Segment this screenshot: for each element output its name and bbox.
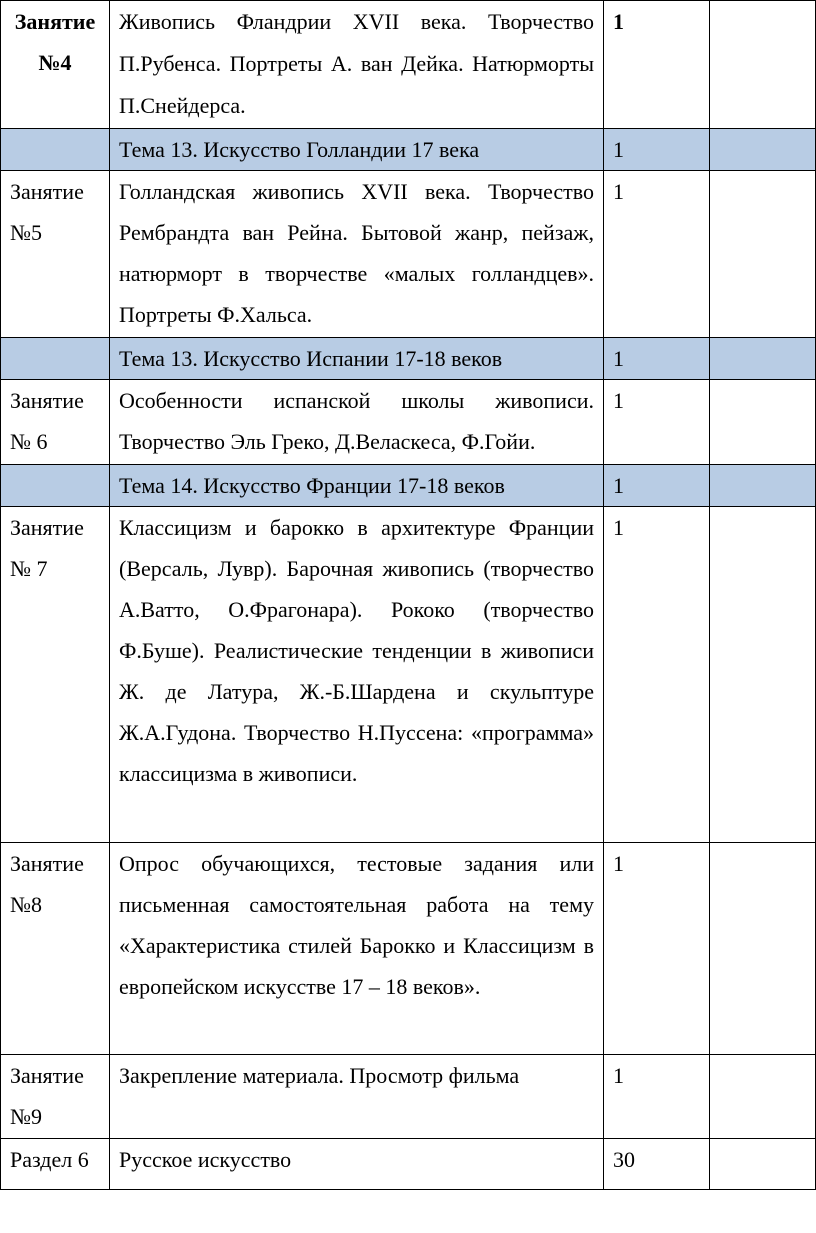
empty-cell xyxy=(710,380,816,465)
lesson-label: Занятие №9 xyxy=(1,1055,110,1139)
empty-cell xyxy=(710,171,816,338)
lesson-description: Голландская живопись XVII века. Творчество Рембрандта ван Рейна. Бытовой жанр, пейзаж, натюрморт в творчестве «малых голландцев». Портреты Ф.Хальса. xyxy=(110,171,604,338)
section-title: Русское искусство xyxy=(110,1139,604,1190)
topic-row xyxy=(1,465,816,507)
empty-cell xyxy=(710,465,816,507)
lesson-label: Занятие №4 xyxy=(1,1,110,129)
hours-cell: 1 xyxy=(604,380,710,465)
lesson-label: Занятие № 6 xyxy=(1,380,110,465)
lesson-row xyxy=(1,843,816,1055)
hours-cell: 1 xyxy=(604,129,710,171)
topic-title: Тема 13. Искусство Голландии 17 века xyxy=(110,129,604,171)
topic-title: Тема 13. Искусство Испании 17-18 веков xyxy=(110,338,604,380)
hours-cell: 1 xyxy=(604,1,710,129)
empty-cell xyxy=(710,1055,816,1139)
hours-cell: 1 xyxy=(604,465,710,507)
empty-cell xyxy=(710,507,816,843)
topic-title: Тема 14. Искусство Франции 17-18 веков xyxy=(110,465,604,507)
topic-label xyxy=(1,338,110,380)
lesson-row xyxy=(1,380,816,465)
hours-cell: 1 xyxy=(604,507,710,843)
lesson-row xyxy=(1,507,816,843)
hours-cell: 1 xyxy=(604,171,710,338)
topic-row xyxy=(1,129,816,171)
lesson-description: Особенности испанской школы живописи. Творчество Эль Греко, Д.Веласкеса, Ф.Гойи. xyxy=(110,380,604,465)
lesson-label: Занятие №5 xyxy=(1,171,110,338)
hours-cell: 1 xyxy=(604,338,710,380)
hours-cell: 30 xyxy=(604,1139,710,1190)
lesson-description: Закрепление материала. Просмотр фильма xyxy=(110,1055,604,1139)
empty-cell xyxy=(710,129,816,171)
section-row xyxy=(1,1139,816,1190)
topic-label xyxy=(1,465,110,507)
hours-cell: 1 xyxy=(604,843,710,1055)
section-label: Раздел 6 xyxy=(1,1139,110,1190)
lesson-description: Опрос обучающихся, тестовые задания или письменная самостоятельная работа на тему «Характеристика стилей Барокко и Классицизм в европейском искусстве 17 – 18 веков». xyxy=(110,843,604,1055)
empty-cell xyxy=(710,1139,816,1190)
topic-label xyxy=(1,129,110,171)
hours-cell: 1 xyxy=(604,1055,710,1139)
lesson-row xyxy=(1,1055,816,1139)
lesson-row xyxy=(1,1,816,129)
empty-cell xyxy=(710,338,816,380)
topic-row xyxy=(1,338,816,380)
empty-cell xyxy=(710,843,816,1055)
lesson-label: Занятие № 7 xyxy=(1,507,110,843)
lesson-label: Занятие №8 xyxy=(1,843,110,1055)
lesson-description: Классицизм и барокко в архитектуре Франции (Версаль, Лувр). Барочная живопись (творчество А.Ватто, О.Фрагонара). Рококо (творчество Ф.Буше). Реалистические тенденции в живописи Ж. де Латура, Ж.-Б.Шардена и скульптуре Ж.А.Гудона. Творчество Н.Пуссена: «программа» классицизма в живописи. xyxy=(110,507,604,843)
lesson-row xyxy=(1,171,816,338)
lesson-description: Живопись Фландрии XVII века. Творчество П.Рубенса. Портреты А. ван Дейка. Натюрморты П.Снейдерса. xyxy=(110,1,604,129)
empty-cell xyxy=(710,1,816,129)
